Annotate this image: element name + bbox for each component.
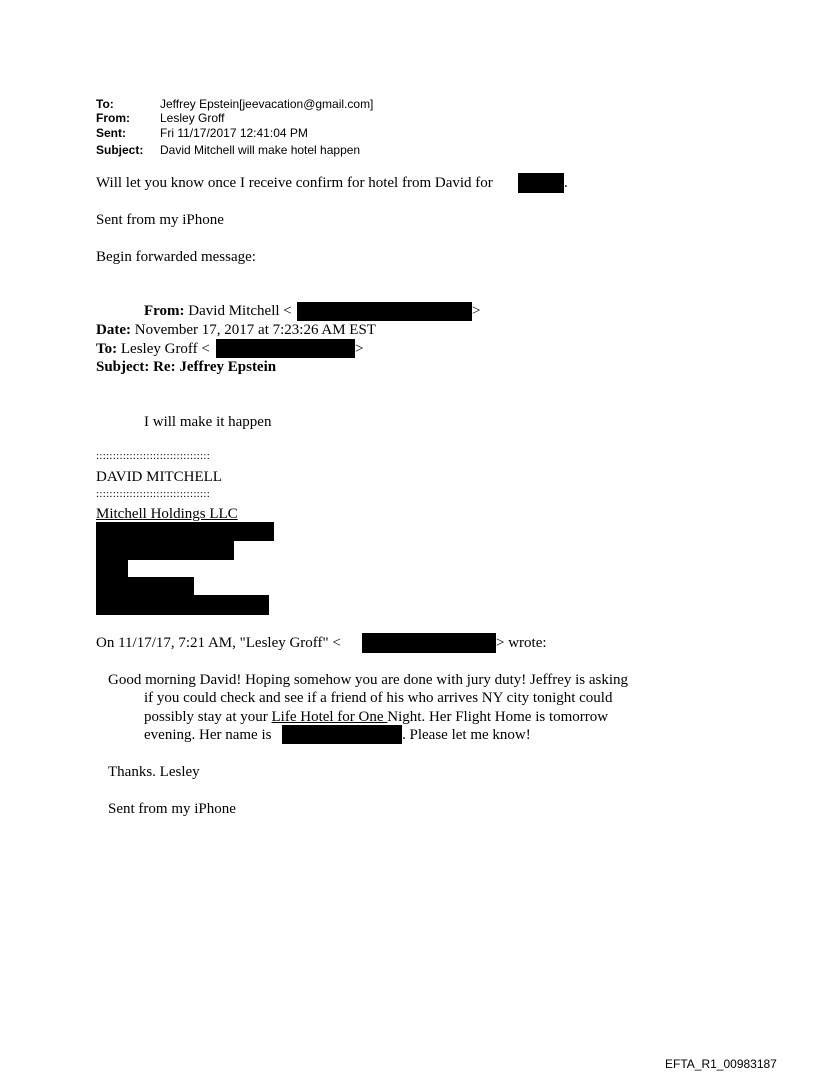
quoted-intro-end: > wrote:	[496, 635, 547, 651]
quoted-line-2: if you could check and see if a friend of his who arrives NY city tonight could	[144, 690, 613, 706]
quoted-sent-from: Sent from my iPhone	[108, 801, 236, 817]
from-label: From:	[96, 111, 130, 125]
body-line-1	[96, 174, 493, 192]
quoted-line-4-b: . Please let me know!	[402, 727, 531, 743]
fwd-from-value: David Mitchell <	[188, 303, 292, 319]
redaction-box	[282, 725, 402, 744]
quoted-thanks: Thanks. Lesley	[108, 764, 200, 780]
signature-dots-bottom: ::::::::::::::::::::::::::::::::::	[96, 488, 211, 500]
signature-dots-top: ::::::::::::::::::::::::::::::::::	[96, 450, 211, 462]
redaction-box	[518, 173, 564, 193]
fwd-to-close: >	[355, 341, 364, 357]
redaction-box	[96, 577, 194, 597]
fwd-date-line	[96, 321, 376, 339]
to-value: Jeffrey Epstein[jeevacation@gmail.com]	[160, 97, 374, 111]
redaction-box	[96, 541, 234, 560]
fwd-to-line	[96, 340, 210, 358]
document-id: EFTA_R1_00983187	[665, 1057, 777, 1071]
email-header-from	[96, 111, 224, 125]
fwd-from-line	[144, 302, 292, 320]
begin-forwarded-text: Begin forwarded message:	[96, 249, 256, 265]
sent-from-text: Sent from my iPhone	[96, 212, 224, 228]
quoted-line-4-a: evening. Her name is	[144, 727, 272, 743]
fwd-subject-line	[96, 358, 276, 376]
quoted-line-3	[144, 708, 608, 726]
redaction-box	[216, 339, 355, 358]
fwd-date-label: Date:	[96, 322, 131, 338]
fwd-from-label: From:	[144, 303, 185, 319]
fwd-to-label: To:	[96, 341, 118, 357]
subject-value: David Mitchell will make hotel happen	[160, 143, 361, 157]
redaction-box	[96, 560, 128, 578]
email-header-subject	[96, 143, 360, 157]
hotel-link[interactable]: Life Hotel for One	[271, 709, 388, 725]
fwd-subject-label: Subject:	[96, 359, 150, 375]
quoted-line-3-a: possibly stay at your	[144, 709, 272, 725]
fwd-subject-value: Re: Jeffrey Epstein	[153, 359, 277, 375]
fwd-from-close: >	[472, 303, 481, 319]
fwd-reply-text: I will make it happen	[144, 414, 272, 430]
redaction-box	[96, 522, 274, 541]
body-text: Will let you know once I receive confirm for hotel from David for	[96, 175, 493, 191]
body-line-1-end: .	[564, 175, 568, 191]
email-header-sent	[96, 126, 308, 140]
signature-company: Mitchell Holdings LLC	[96, 506, 238, 522]
redaction-box	[362, 633, 496, 653]
fwd-date-value: November 17, 2017 at 7:23:26 AM EST	[134, 322, 376, 338]
quoted-intro: On 11/17/17, 7:21 AM, "Lesley Groff" <	[96, 635, 341, 651]
fwd-to-value: Lesley Groff <	[120, 341, 210, 357]
email-header-to	[96, 97, 373, 111]
signature-name: DAVID MITCHELL	[96, 469, 222, 485]
quoted-line-3-b: Night. Her Flight Home is tomorrow	[387, 709, 609, 725]
sent-value: Fri 11/17/2017 12:41:04 PM	[160, 126, 308, 140]
subject-label: Subject:	[96, 143, 144, 157]
from-value: Lesley Groff	[160, 111, 225, 125]
to-label: To:	[96, 97, 114, 111]
sent-label: Sent:	[96, 126, 126, 140]
redaction-box	[96, 595, 269, 615]
redaction-box	[297, 302, 472, 321]
quoted-line-1: Good morning David! Hoping somehow you are done with jury duty! Jeffrey is asking	[108, 672, 629, 688]
